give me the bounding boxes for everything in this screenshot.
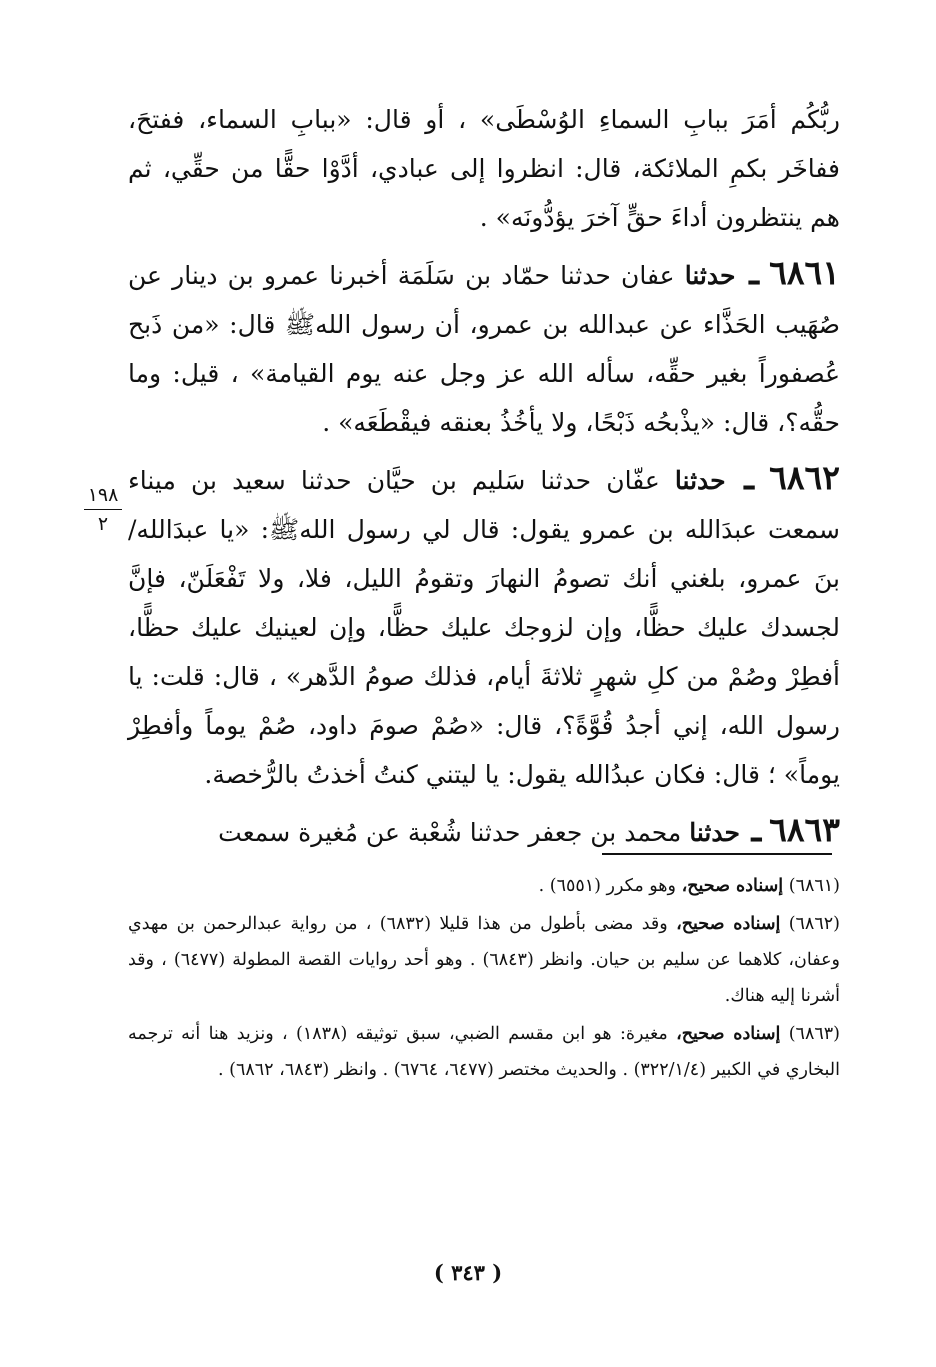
hadith-number: ٦٨٦١ [769, 253, 840, 292]
footnote-text: وقد مضى بأطول من هذا قليلا (٦٨٣٢) ، من رواية عبدالرحمن بن مهدي وعفان، كلاهما عن سليم بن حيان. وانظر (٦٨٤٣) . وهو أحد روايات القصة المطولة (٦٤٧٧) ، وقد أشرنا إليه هناك. [128, 914, 840, 1006]
footnote-ref: (٦٨٦١) [788, 876, 840, 896]
footnote-grade: إسناده صحيح، [676, 914, 781, 934]
hadith-6862: ٦٨٦٢ ـ حدثنا عفّان حدثنا سَليم بن حيَّان حدثنا سعيد بن ميناء سمعت عبدَالله بن عمرو يقول: قال لي رسول اللهﷺ: «يا عبدَالله/ بنَ عمرو، بلغني أنك تصومُ النهارَ وتقومُ الليل، فلا، ولا تَفْعَلَنّ، فإنَّ لجسدك عليك حظًّا، وإن لزوجك عليك حظًّا، وإن لعينيك عليك حظًّا، أفطِرْ وصُمْ من كلِ شهرٍ ثلاثةَ أيام، فذلك صومُ الدَّهر» ، قال: قلت: يا رسول الله، إني أجدُ قُوَّةً؟، قال: «صُمْ صومَ داود، صُمْ يوماً وأفطِرْ يوماً» ؛ قال: فكان عبدُالله يقول: يا ليتني كنتُ أخذتُ بالرُّخصة. [128, 458, 841, 789]
hadith-lead: حدثنا [684, 261, 736, 290]
main-text [128, 95, 840, 857]
footnote-ref: (٦٨٦٣) [788, 1024, 840, 1044]
margin-reference-part: ٢ [97, 513, 109, 535]
hadith-text: عفّان حدثنا سَليم بن حيَّان حدثنا سعيد بن ميناء سمعت عبدَالله بن عمرو يقول: قال لي رسول اللهﷺ: «يا عبدَالله/ بنَ عمرو، بلغني أنك تصومُ النهارَ وتقومُ الليل، فلا، ولا تَفْعَلَنّ، فإنَّ لجسدك عليك حظًّا، وإن لزوجك عليك حظًّا، وإن لعينيك عليك حظًّا، أفطِرْ وصُمْ من كلِ شهرٍ ثلاثةَ أيام، فذلك صومُ الدَّهر» ، قال: قلت: يا رسول الله، إني أجدُ قُوَّةً؟، قال: «صُمْ صومَ داود، صُمْ يوماً وأفطِرْ يوماً» ؛ قال: فكان عبدُالله يقول: يا ليتني كنتُ أخذتُ بالرُّخصة. [128, 466, 841, 789]
footnote [128, 868, 840, 904]
hadith-number: ٦٨٦٢ [769, 458, 840, 497]
footnote-text: وهو مكرر (٦٥٥١) . [538, 876, 676, 896]
continuation-paragraph: ربُّكُم أمَرَ ببابِ السماءِ الوُسْطَى» ، أو قال: «ببابِ السماء، ففتحَ، ففاخَر بكمِ الملائكة، قال: انظروا إلى عبادي، أدَّوْا حقًّا من حقِّي، ثم هم ينتظرون أداءَ حقٍّ آخرَ يؤدُّونَه» . [128, 105, 840, 232]
footnote-grade: إسناده صحيح، [676, 1024, 781, 1044]
margin-reference [80, 483, 126, 536]
footnote-ref: (٦٨٦٢) [788, 914, 840, 934]
footnotes [128, 868, 840, 1090]
footnote-divider [602, 853, 832, 855]
hadith-text: محمد بن جعفر حدثنا شُعْبة عن مُغيرة سمعت [218, 818, 682, 847]
hadith-6863: ٦٨٦٣ ـ حدثنا محمد بن جعفر حدثنا شُعْبة عن مُغيرة سمعت [218, 810, 840, 849]
hadith-text: عفان حدثنا حمّاد بن سَلَمَة أخبرنا عمرو بن دينار عن صُهَيب الحَذَّاء عن عبدالله بن عمرو، أن رسول اللهﷺ قال: «من ذَبح عُصفوراً بغير حقِّه، سأله الله عز وجل عنه يوم القيامة» ، قيل: وما حقُّه؟، قال: «يذْبحُه ذَبْحًا، ولا يأخُذُ بعنقه فيقْطَعَه» . [128, 261, 840, 437]
margin-reference-rule [84, 509, 122, 510]
footnote [128, 1016, 840, 1088]
hadith-lead: حدثنا [689, 818, 740, 847]
footnote-text: مغيرة: هو ابن مقسم الضبي، سبق توثيقه (١٨٣٨) ، ونزيد هنا أنه ترجمه البخاري في الكبير (٣٢٢/١/٤) . والحديث مختصر (٦٤٧٧، ٦٧٦٤) . وانظر (٦٨٤٣، ٦٨٦٢) . [128, 1024, 840, 1080]
footnote [128, 906, 840, 1014]
hadith-number: ٦٨٦٣ [769, 810, 840, 849]
hadith-lead: حدثنا [674, 466, 726, 495]
page-number: ( ٣٤٣ ) [433, 1260, 503, 1285]
margin-reference-volume-page: ١٩٨ [87, 484, 119, 506]
footnote-grade: إسناده صحيح، [681, 876, 784, 896]
hadith-6861: ٦٨٦١ ـ حدثنا عفان حدثنا حمّاد بن سَلَمَة أخبرنا عمرو بن دينار عن صُهَيب الحَذَّاء عن عبدالله بن عمرو، أن رسول اللهﷺ قال: «من ذَبح عُصفوراً بغير حقِّه، سأله الله عز وجل عنه يوم القيامة» ، قيل: وما حقُّه؟، قال: «يذْبحُه ذَبْحًا، ولا يأخُذُ بعنقه فيقْطَعَه» . [128, 253, 840, 437]
